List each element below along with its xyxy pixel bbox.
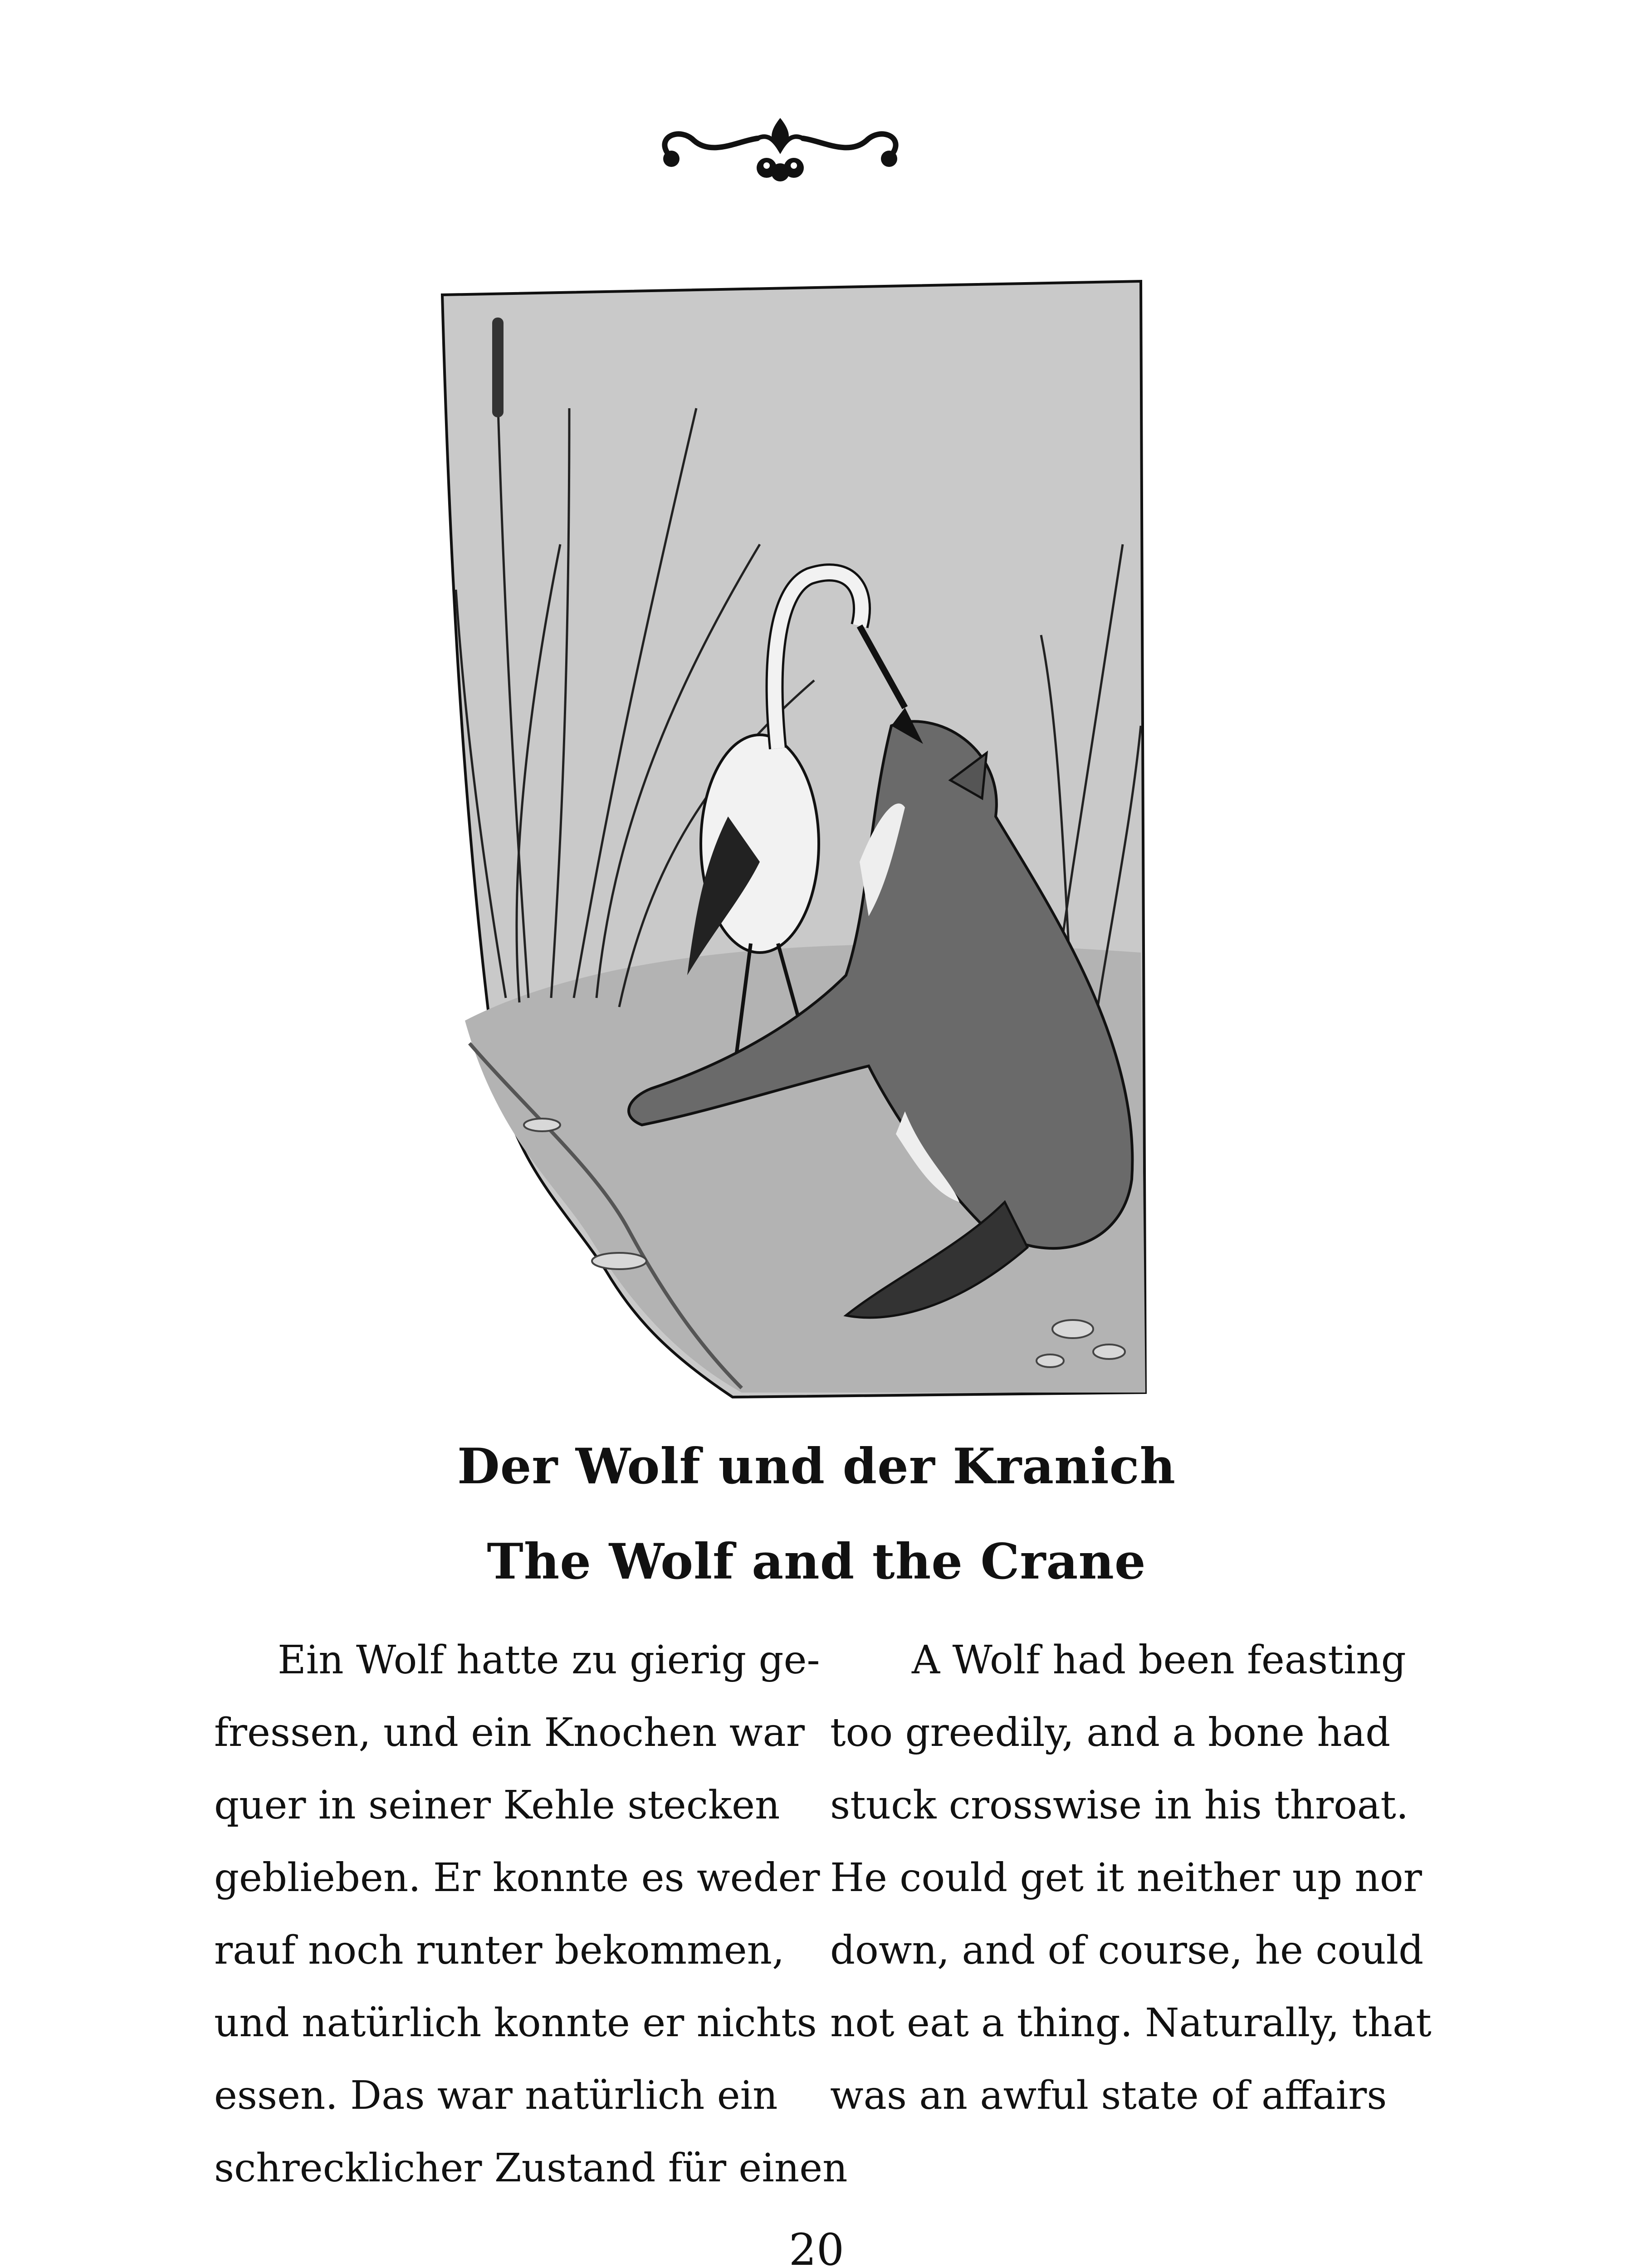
english-text-line: was an awful state of affairs bbox=[830, 2073, 1387, 2118]
english-text-line: A Wolf had been feasting bbox=[912, 1637, 1406, 1683]
german-text-line: rauf noch runter bekommen, bbox=[214, 1928, 785, 1973]
english-text-line: too greedily, and a bone had bbox=[830, 1710, 1391, 1755]
english-text-line: He could get it neither up nor bbox=[830, 1855, 1422, 1901]
english-text-line: down, and of course, he could bbox=[830, 1928, 1424, 1973]
german-text-line: und natürlich konnte er nichts bbox=[214, 2000, 817, 2046]
title-german: Der Wolf und der Kranich bbox=[457, 1438, 1176, 1495]
english-text-line: stuck crosswise in his throat. bbox=[830, 1783, 1409, 1828]
title-english: The Wolf and the Crane bbox=[487, 1533, 1146, 1590]
english-text-line: not eat a thing. Naturally, that bbox=[830, 2000, 1432, 2046]
german-text-line: essen. Das war natürlich ein bbox=[214, 2073, 778, 2118]
page-number: 20 bbox=[788, 2224, 845, 2268]
german-text-line: quer in seiner Kehle stecken bbox=[214, 1783, 780, 1828]
german-text-column bbox=[214, 1624, 848, 2204]
english-text-column bbox=[830, 1624, 1432, 2132]
german-text-line: schrecklicher Zustand für einen bbox=[214, 2146, 848, 2191]
german-text-line: Ein Wolf hatte zu gierig ge- bbox=[278, 1637, 820, 1683]
german-text-line: fressen, und ein Knochen war bbox=[214, 1710, 805, 1755]
top-ornament-icon bbox=[653, 109, 907, 191]
german-text-line: geblieben. Er konnte es weder bbox=[214, 1855, 820, 1901]
wolf-and-crane-illustration bbox=[415, 272, 1168, 1438]
bottom-ornament-icon bbox=[703, 2266, 930, 2268]
